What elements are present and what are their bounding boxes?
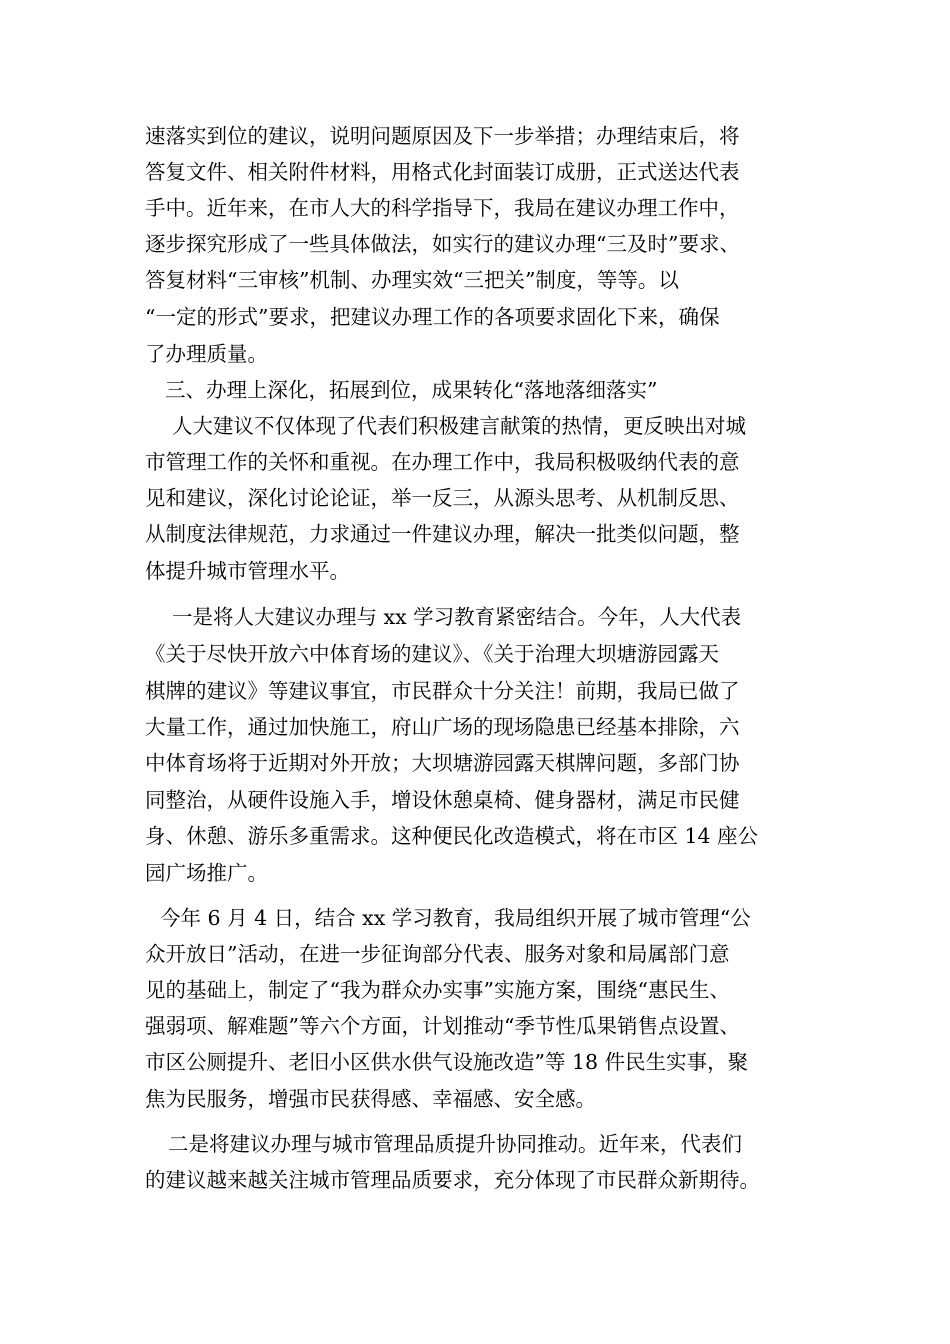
text-line: 今年 6 月 4 日，结合 xx 学习教育，我局组织开展了城市管理“公 bbox=[160, 906, 751, 930]
text-line: 园广场推广。 bbox=[145, 861, 268, 885]
text-line: 二是将建议办理与城市管理品质提升协同推动。近年来，代表们 bbox=[168, 1132, 742, 1156]
text-line: 棋牌的建议》等建议事宜，市民群众十分关注！前期，我局已做了 bbox=[145, 679, 740, 703]
text-line: 速落实到位的建议，说明问题原因及下一步举措；办理结束后，将 bbox=[145, 124, 740, 148]
text-line: 焦为民服务，增强市民获得感、幸福感、安全感。 bbox=[145, 1087, 596, 1111]
text-line: 同整治，从硬件设施入手，增设休憩桌椅、健身器材，满足市民健 bbox=[145, 788, 740, 812]
text-line: 体提升城市管理水平。 bbox=[145, 559, 350, 583]
text-line: 市区公厕提升、老旧小区供水供气设施改造”等 18 件民生实事，聚 bbox=[145, 1050, 749, 1074]
text-line: 一是将人大建议办理与 xx 学习教育紧密结合。今年，人大代表 bbox=[172, 605, 742, 629]
text-line: 逐步探究形成了一些具体做法，如实行的建议办理“三及时”要求、 bbox=[145, 232, 740, 256]
text-line: 手中。近年来，在市人大的科学指导下，我局在建议办理工作中， bbox=[145, 196, 740, 220]
text-line: 见的基础上，制定了“我为群众办实事”实施方案，围绕“惠民生、 bbox=[145, 978, 730, 1002]
text-line: 了办理质量。 bbox=[145, 342, 268, 366]
section-heading: 三、办理上深化，拓展到位，成果转化“落地落细落实” bbox=[165, 378, 658, 402]
text-line: 的建议越来越关注城市管理品质要求，充分体现了市民群众新期待。 bbox=[145, 1168, 760, 1192]
text-line: 市管理工作的关怀和重视。在办理工作中，我局积极吸纳代表的意 bbox=[145, 450, 740, 474]
text-line: 《关于尽快开放六中体育场的建议》、《关于治理大坝塘游园露天 bbox=[145, 642, 719, 666]
text-line: 见和建议，深化讨论论证，举一反三，从源头思考、从机制反思、 bbox=[145, 486, 740, 510]
text-line: 强弱项、解难题”等六个方面，计划推动“季节性瓜果销售点设置、 bbox=[145, 1014, 740, 1038]
text-line: 人大建议不仅体现了代表们积极建言献策的热情，更反映出对城 bbox=[172, 414, 746, 438]
text-line: 答复材料“三审核”机制、办理实效“三把关”制度，等等。以 bbox=[145, 268, 679, 292]
text-line: “一定的形式”要求，把建议办理工作的各项要求固化下来，确保 bbox=[145, 305, 720, 329]
text-line: 从制度法律规范，力求通过一件建议办理，解决一批类似问题，整 bbox=[145, 522, 740, 546]
text-line: 中体育场将于近期对外开放；大坝塘游园露天棋牌问题，多部门协 bbox=[145, 751, 740, 775]
text-line: 众开放日”活动，在进一步征询部分代表、服务对象和局属部门意 bbox=[145, 942, 730, 966]
text-line: 身、休憩、游乐多重需求。这种便民化改造模式，将在市区 14 座公 bbox=[145, 824, 759, 848]
text-line: 答复文件、相关附件材料，用格式化封面装订成册，正式送达代表 bbox=[145, 160, 740, 184]
text-line: 大量工作，通过加快施工，府山广场的现场隐患已经基本排除，六 bbox=[145, 715, 740, 739]
